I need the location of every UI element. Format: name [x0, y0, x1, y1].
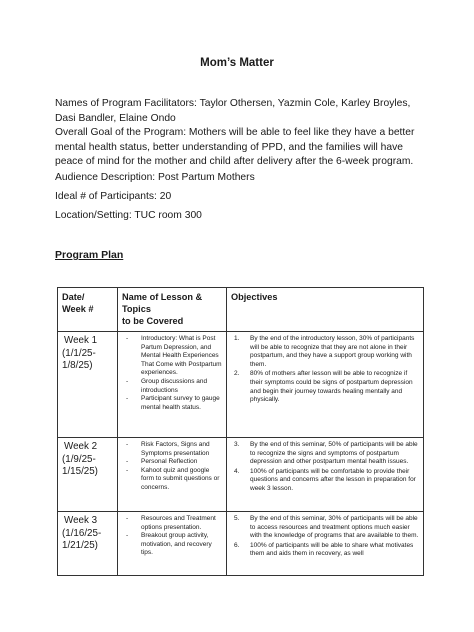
week-dates: 1/8/25) — [62, 360, 93, 371]
objective-item: 4. 100% of participants will be comfortable to provide their questions and concerns after the lesson in preparation for week 3 lesson. — [234, 467, 416, 492]
table-row — [58, 438, 424, 512]
topic-item: - Personal Reflection — [122, 458, 223, 467]
week-label: Week 2 — [64, 441, 98, 452]
topic-item: - Breakout group activity, motivation, and recovery tips. — [122, 532, 223, 558]
topics-cell — [118, 438, 227, 512]
topics-cell — [118, 332, 227, 438]
week-dates: (1/1/25- — [62, 347, 96, 359]
header-objectives: Objectives — [227, 288, 424, 332]
objective-item: 6. 100% of participants will be able to share what motivates them and aids them in recovery, as well — [234, 541, 414, 558]
week-dates: (1/9/25- — [62, 453, 96, 465]
header-lesson-topics: Name of Lesson & Topics to be Covered — [118, 288, 227, 332]
table-header-row — [58, 288, 424, 332]
topic-item: - Resources and Treatment options presentation. — [122, 515, 223, 532]
week-dates: 1/21/25) — [62, 540, 98, 551]
objective-item: 3. By the end of this seminar, 50% of participants will be able to recognize the signs and symptoms of postpartum depression and other postpartum mental health issues. — [234, 441, 418, 466]
topic-item: - Group discussions and introductions — [122, 378, 223, 395]
topic-item: - Participant survey to gauge mental health status. — [122, 395, 223, 412]
week-dates: (1/16/25- — [62, 527, 102, 539]
week-label: Week 1 — [64, 335, 98, 346]
objectives-cell — [227, 332, 424, 438]
objectives-cell — [227, 438, 424, 512]
table-row — [58, 512, 424, 576]
header-date-week: Date/ Week # — [58, 288, 118, 332]
facilitators-text: Names of Program Facilitators: Taylor Othersen, Yazmin Cole, Karley Broyles, Dasi Bandler, Elaine Ondo — [55, 98, 411, 124]
audience-text: Audience Description: Post Partum Mothers — [55, 172, 255, 183]
objective-item: 1. By the end of the introductory lesson, 30% of participants will be able to recognize that they are not alone in their postpartum, and they have a support group working with them. — [234, 335, 415, 368]
topic-item: - Risk Factors, Signs and Symptoms presentation — [122, 441, 223, 458]
topics-cell — [118, 512, 227, 576]
topic-item: - Kahoot quiz and google form to submit questions or concerns. — [122, 467, 223, 493]
objectives-cell — [227, 512, 424, 576]
week-cell — [58, 332, 118, 438]
program-plan-table — [57, 287, 424, 576]
week-cell — [58, 512, 118, 576]
participants-text: Ideal # of Participants: 20 — [55, 191, 172, 202]
week-label: Week 3 — [64, 515, 98, 526]
program-goal-text: Overall Goal of the Program: Mothers will be able to feel like they have a better mental health status, better understanding of PPD, and the families will have peace of mind for the mother and child after delivery after the 6-week program. — [55, 127, 415, 167]
objective-item: 2. 80% of mothers after lesson will be able to recognize if their symptoms could be signs of postpartum depression and begin their journey towards healing mentally and physically. — [234, 370, 413, 404]
program-plan-heading: Program Plan — [55, 249, 124, 261]
week-cell — [58, 438, 118, 512]
week-dates: 1/15/25) — [62, 466, 98, 477]
objective-item: 5. By the end of this seminar, 30% of participants will be able to access resources and treatment options much easier with the knowledge of programs that are available to them. — [234, 515, 419, 540]
document-title: Mom’s Matter — [200, 57, 274, 69]
table-row — [58, 332, 424, 438]
topic-item: - Introductory: What is Post Partum Depression, and Mental Health Experiences That Come with Postpartum experiences. — [122, 335, 223, 378]
location-text: Location/Setting: TUC room 300 — [55, 210, 202, 221]
